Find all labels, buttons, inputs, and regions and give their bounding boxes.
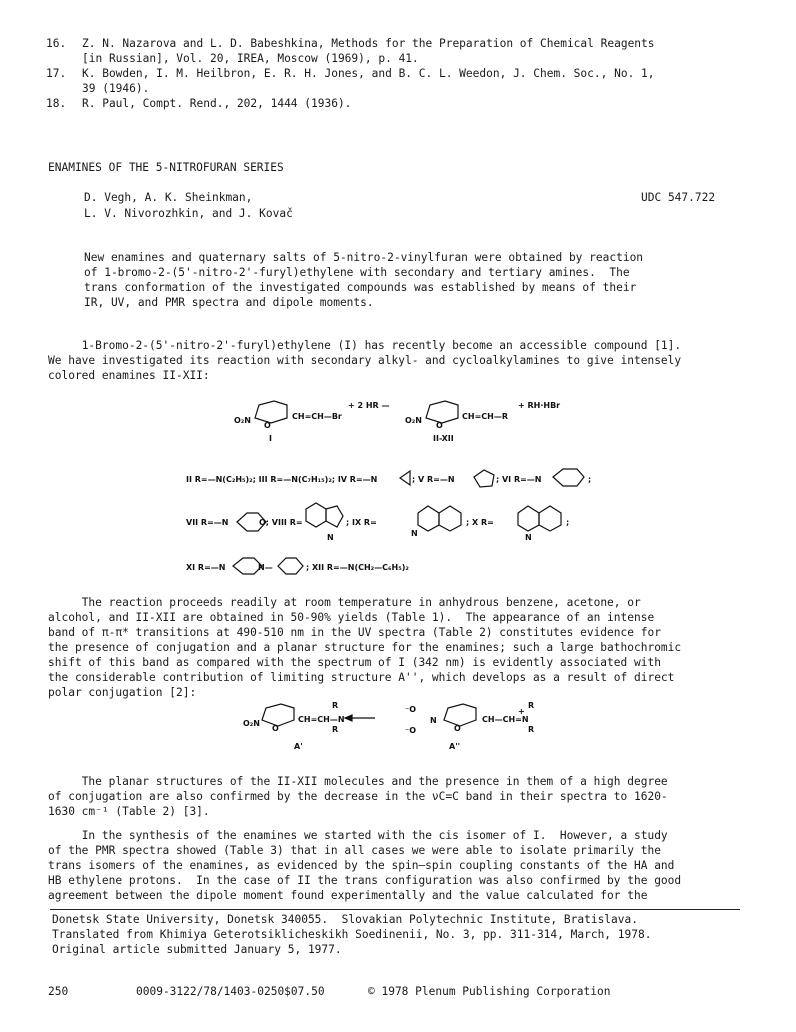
affiliation-footnote: Donetsk State University, Donetsk 340055. Slovakian Polytechnic Institute, Bratislava. Translated from Khimiya Geterotsiklicheskikh Soedinenii, No. 3, pp. 311-314, March, 1978. Original article submitted January 5, 1977. [52, 913, 652, 956]
furan-oxygen: O [264, 421, 271, 430]
substituent-IX: ; IX R= [346, 518, 377, 527]
resonance-plus: + [518, 707, 525, 716]
abstract: New enamines and quaternary salts of 5-nitro-2-vinylfuran were obtained by reaction of 1-bromo-2-(5'-nitro-2'-furyl)ethylene with secondary and tertiary amines. The trans conformation of the investigated compounds was established by means of their IR, UV, and PMR spectra and dipole moments. [84, 251, 644, 309]
copyright: © 1978 Plenum Publishing Corporation [368, 985, 611, 998]
resonance-chain-A2: CH—CH=N [482, 715, 529, 724]
compound-label-I: I [269, 434, 272, 443]
author-line-2: L. V. Nivorozhkin, and J. Kovač [84, 207, 293, 220]
resonance-chain-A1: CH=CH—N [298, 715, 345, 724]
structure-label-A1: A' [294, 742, 303, 751]
thiq-ring-a [418, 506, 439, 531]
separator: ; [566, 518, 570, 527]
reference-number: 18. [46, 97, 67, 110]
reagent-label: + 2 HR — [348, 401, 390, 410]
article-code: 0009-3122/78/1403-0250$07.50 [136, 985, 325, 998]
substituent-V: ; V R=—N [412, 475, 455, 484]
reference-number: 17. [46, 67, 67, 80]
resonance-R: R [528, 701, 535, 710]
furan-oxygen: O [436, 421, 443, 430]
thiq-nitrogen: N [411, 529, 418, 538]
resonance-R: R [332, 701, 339, 710]
indoline-nitrogen: N [327, 533, 334, 542]
udc-code: UDC 547.722 [641, 191, 716, 204]
furan-ring-A2 [444, 704, 476, 726]
piperazine-nitrogen: N— [258, 563, 273, 572]
substituent-VII: VII R=—N [186, 518, 229, 527]
indoline-ring [326, 506, 343, 527]
reference-text: R. Paul, Compt. Rend., 202, 1444 (1936). [82, 97, 352, 110]
thq-nitrogen: N [525, 533, 532, 542]
compound-label-II-XII: II-XII [433, 434, 454, 443]
structure-label-A2: A'' [449, 742, 461, 751]
resonance-R: R [332, 725, 339, 734]
resonance-nitrogen: N [430, 716, 437, 725]
resonance-R: R [528, 725, 535, 734]
furan-ring-product [426, 401, 458, 423]
resonance-anion-O: ⁻O [405, 705, 417, 714]
resonance-anion-O: ⁻O [405, 726, 417, 735]
substituent-X: ; X R= [466, 518, 494, 527]
thiq-ring-b [439, 506, 461, 531]
reference-text: K. Bowden, I. M. Heilbron, E. R. H. Jones, and B. C. L. Weedon, J. Chem. Soc., No. 1, 39 (1946). [82, 67, 655, 95]
phenyl-ring [278, 558, 303, 574]
vinyl-bromide-label: CH=CH—Br [292, 412, 342, 421]
page-number: 250 [48, 985, 69, 998]
article-title: ENAMINES OF THE 5-NITROFURAN SERIES [48, 161, 284, 174]
furan-oxygen: O [272, 724, 279, 733]
substituent-XII: ; XII R=—N(CH₂—C₆H₅)₂ [306, 563, 409, 572]
enamine-label: CH=CH—R [462, 412, 508, 421]
body-paragraph-4: In the synthesis of the enamines we started with the cis isomer of I. However, a study of the PMR spectra showed (Table 3) that in all cases we were able to isolate primarily the trans isomers of the enamines, as evidenced by the spin—spin coupling constants of the HA and HB ethylene protons. In the case of II the trans configuration was also confirmed by the good agreement between the dipole moment found experimentally and the value calculated for the [48, 829, 682, 902]
furan-ring-I [255, 401, 287, 423]
furan-ring-A1 [262, 704, 294, 726]
substituent-row-1: II R=—N(C₂H₅)₂; III R=—N(C₇H₁₅)₂; IV R=—N [186, 475, 378, 484]
nitro-group-label: O₂N [405, 416, 422, 425]
body-paragraph-1: 1-Bromo-2-(5'-nitro-2'-furyl)ethylene (I) has recently become an accessible compound [1]. We have investigated its reaction with secondary alkyl- and cycloalkylamines to give intensely colored enamines II-XII: [48, 339, 682, 382]
piperidine-ring [553, 469, 584, 486]
byproduct-label: + RH·HBr [518, 401, 561, 410]
reference-number: 16. [46, 37, 67, 50]
arrow-head [345, 715, 352, 721]
substituent-VIII: O; VIII R= [259, 518, 303, 527]
substituent-VI: ; VI R=—N [496, 475, 542, 484]
body-paragraph-2: The reaction proceeds readily at room temperature in anhydrous benzene, acetone, or alcohol, and II-XII are obtained in 50-90% yields (Table 1). The appearance of an intense band of π-π* transitions at 490-510 nm in the UV spectra (Table 2) constitutes evidence for the presence of conjugation and a planar structure for the enamines; such a large bathochromic shift of this band as compared with the spectrum of I (342 nm) is evidently associated with the considerable contribution of limiting structure A'', which develops as a result of direct polar conjugation [2]: [48, 596, 682, 699]
nitro-group-label: O₂N [234, 416, 251, 425]
indoline-benzene [306, 503, 326, 527]
body-paragraph-3: The planar structures of the II-XII molecules and the presence in them of a high degree of conjugation are also confirmed by the decrease in the νC=C band in their spectra to 1620- 1630 cm⁻¹ (Table 2) [3]. [48, 775, 668, 818]
pyrrolidine-ring [474, 470, 494, 487]
aziridine-ring [400, 471, 410, 485]
resonance-nitro: O₂N [243, 719, 260, 728]
separator: ; [588, 475, 592, 484]
reference-text: Z. N. Nazarova and L. D. Babeshkina, Methods for the Preparation of Chemical Reagents [in Russian], Vol. 20, IREA, Moscow (1969), p. 41. [82, 37, 655, 65]
thq-ring-b [539, 506, 561, 531]
author-line-1: D. Vegh, A. K. Sheinkman, [84, 191, 253, 204]
thq-ring-a [518, 506, 539, 531]
furan-oxygen: O [454, 724, 461, 733]
substituent-XI: XI R=—N [186, 563, 226, 572]
